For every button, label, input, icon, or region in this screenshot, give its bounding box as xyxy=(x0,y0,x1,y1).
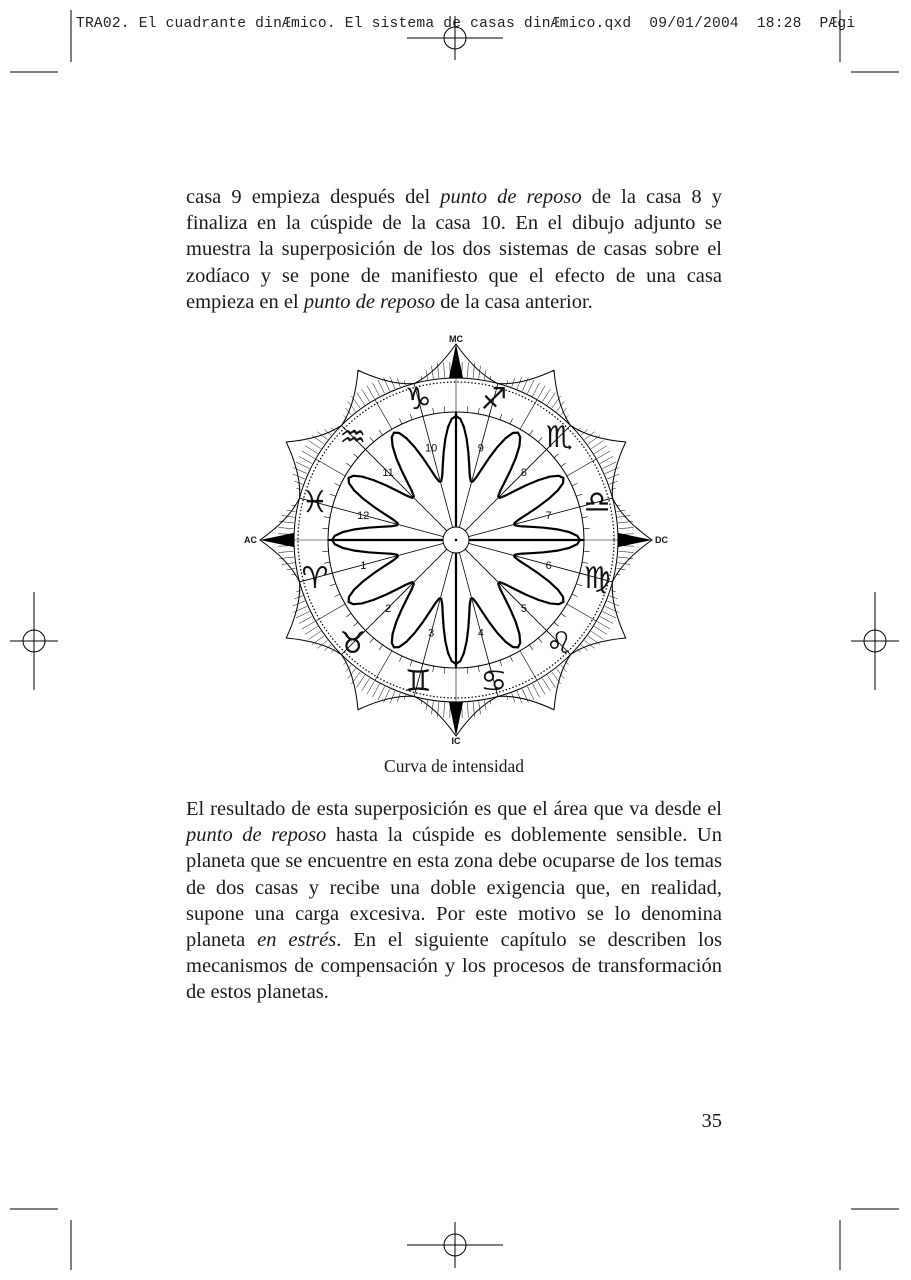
house-number-6: 6 xyxy=(545,559,552,572)
house-number-1: 1 xyxy=(360,559,367,572)
zodiac-sign-8: ♊ xyxy=(404,664,432,700)
house-number-5: 5 xyxy=(520,602,527,615)
zodiac-sign-5: ♍ xyxy=(583,560,611,596)
page-number: 35 xyxy=(701,1110,722,1132)
house-number-3: 3 xyxy=(428,627,435,640)
registration-mark-right xyxy=(851,592,899,690)
registration-mark-left xyxy=(10,592,58,690)
zodiac-sign-11: ♓ xyxy=(301,485,329,521)
label-mc: MC xyxy=(449,334,463,344)
house-number-7: 7 xyxy=(545,510,552,523)
dynamic-house-chart xyxy=(236,330,676,745)
label-ac: AC xyxy=(244,535,257,545)
figure-caption: Curva de intensidad xyxy=(384,756,524,776)
label-dc: DC xyxy=(655,535,668,545)
zodiac-sign-2: ♐ xyxy=(480,381,508,417)
house-number-11: 11 xyxy=(382,467,394,480)
zodiac-sign-4: ♎ xyxy=(583,485,611,521)
house-number-12: 12 xyxy=(357,510,370,523)
house-number-8: 8 xyxy=(520,467,527,480)
zodiac-sign-9: ♉ xyxy=(339,626,367,662)
registration-mark-bottom xyxy=(407,1222,503,1268)
print-slug-header: TRA02. El cuadrante dinÆmico. El sistema de casas dinÆmico.qxd 09/01/2004 18:28 PÆgi xyxy=(76,16,856,32)
house-number-10: 10 xyxy=(425,442,438,455)
zodiac-sign-7: ♋ xyxy=(480,664,508,700)
body-paragraph-1: casa 9 empieza después del punto de reposo de la casa 8 y finaliza en la cúspide de la casa 10. En el dibujo adjunto se muestra la superposición de los dos sistemas de casas sobre el zodíaco y se pone de manifiesto que el efecto de una casa empieza en el punto de reposo de la casa anterior. xyxy=(186,186,723,313)
house-number-4: 4 xyxy=(477,627,484,640)
zodiac-sign-10: ♈ xyxy=(301,560,329,596)
zodiac-sign-6: ♌ xyxy=(545,626,573,662)
zodiac-sign-3: ♏ xyxy=(545,419,573,455)
zodiac-sign-12: ♒ xyxy=(339,419,367,455)
body-paragraph-2: El resultado de esta superposición es que el área que va desde el punto de reposo hasta la cúspide es doblemente sensible. Un planeta que se encuentre en esta zona debe ocuparse de los temas de dos casas y recibe una doble exigencia que, en realidad, supone una carga excesiva. Por este motivo se lo denomina planeta en estrés. En el siguiente capítulo se describen los mecanismos de compensación y los procesos de transformación de estos planetas. xyxy=(186,798,722,1004)
label-ic: IC xyxy=(451,736,461,745)
house-number-9: 9 xyxy=(477,442,484,455)
zodiac-sign-1: ♑ xyxy=(404,381,432,417)
registration-mark-top xyxy=(407,16,503,60)
house-number-2: 2 xyxy=(385,602,392,615)
